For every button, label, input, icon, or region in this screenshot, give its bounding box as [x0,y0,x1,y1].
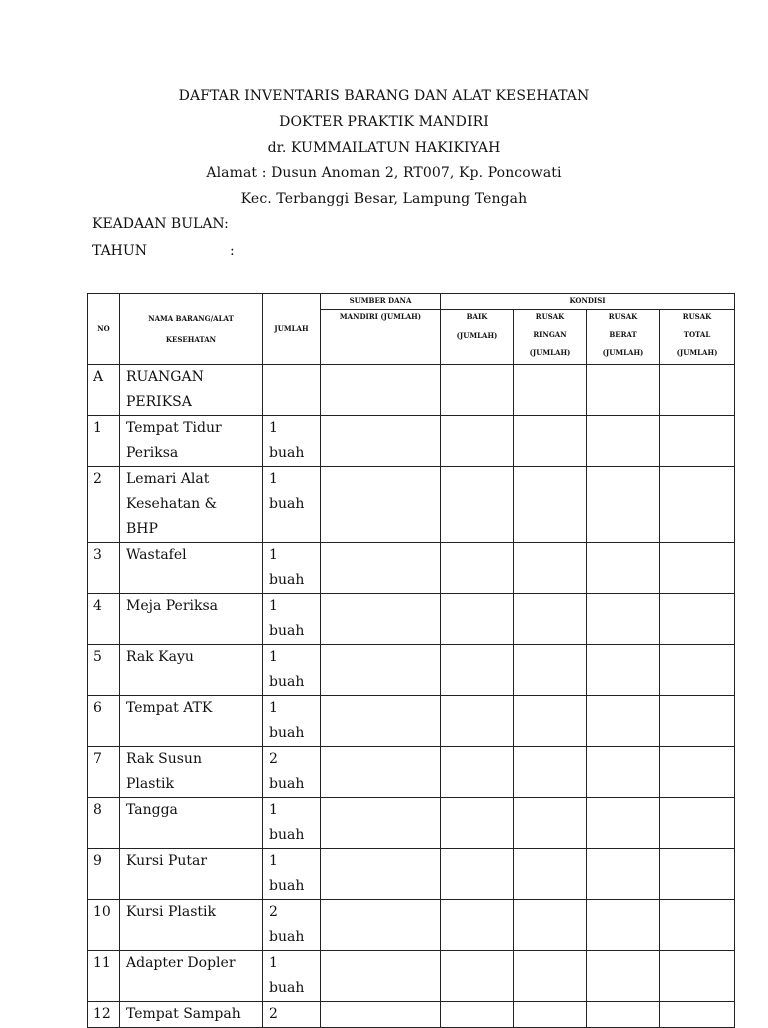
item-name-line [126,721,256,746]
item-quantity-line: buah [269,623,305,639]
rusak-ringan-cell [514,798,587,849]
item-name [120,594,263,645]
item-name [120,798,263,849]
item-name-line [126,874,256,899]
table-row [88,849,735,900]
item-quantity-line: 1 [269,700,278,716]
header-jumlah: JUMLAH [263,294,321,365]
rusak-berat-cell [587,798,660,849]
item-name-line: Tempat Tidur [126,420,222,436]
item-name [120,467,263,543]
rusak-total-cell [660,365,735,416]
item-quantity-line: buah [269,980,305,996]
bulan-label: KEADAAN BULAN: [92,216,229,232]
row-number: 5 [88,645,120,696]
tahun-row [92,243,252,259]
item-quantity-line: 1 [269,853,278,869]
item-name-line [126,976,256,1001]
row-number: 9 [88,849,120,900]
item-name-line: Kesehatan & [126,496,218,512]
rusak-berat-cell [587,951,660,1002]
item-name-line: RUANGAN [126,369,204,385]
item-quantity-line: buah [269,674,305,690]
item-name-line: Wastafel [126,547,187,563]
sumber-dana-cell [321,900,441,951]
item-quantity [263,798,321,849]
row-number: 8 [88,798,120,849]
item-name [120,416,263,467]
rusak-total-cell [660,849,735,900]
doc-subtitle: DOKTER PRAKTIK MANDIRI [279,114,489,130]
item-name [120,365,263,416]
item-quantity-line: 1 [269,802,278,818]
rusak-ringan-cell [514,467,587,543]
item-name [120,645,263,696]
item-quantity-line: buah [269,725,305,741]
table-row [88,543,735,594]
rusak-berat-cell [587,365,660,416]
item-quantity [263,849,321,900]
baik-cell [441,849,514,900]
sumber-dana-cell [321,798,441,849]
baik-cell [441,645,514,696]
item-quantity [263,365,321,416]
item-name-line [126,670,256,695]
header-sumber-dana: SUMBER DANA [321,294,441,310]
item-name [120,696,263,747]
row-number: A [88,365,120,416]
rusak-berat-cell [587,594,660,645]
table-row [88,416,735,467]
baik-cell [441,365,514,416]
rusak-ringan-cell [514,645,587,696]
row-number: 3 [88,543,120,594]
item-name-line [126,568,256,593]
rusak-ringan-cell [514,543,587,594]
rusak-total-cell [660,645,735,696]
item-name-line: Periksa [126,445,179,461]
row-number: 6 [88,696,120,747]
item-quantity-line [269,390,314,415]
item-quantity-line [269,365,314,390]
item-name-line: Tempat Sampah [126,1006,241,1022]
item-quantity-line: 1 [269,955,278,971]
tahun-label: TAHUN [92,243,147,259]
rusak-berat-cell [587,849,660,900]
rusak-berat-cell [587,645,660,696]
item-name-line: Rak Kayu [126,649,194,665]
rusak-total-cell [660,467,735,543]
district-line: Kec. Terbanggi Besar, Lampung Tengah [240,191,528,207]
table-row [88,467,735,543]
item-quantity [263,951,321,1002]
item-quantity-line: 2 [269,1006,278,1022]
rusak-total-cell [660,900,735,951]
rusak-ringan-cell [514,696,587,747]
item-quantity [263,543,321,594]
row-number: 2 [88,467,120,543]
row-number: 4 [88,594,120,645]
item-name-line: Tangga [126,802,178,818]
sumber-dana-cell [321,645,441,696]
item-quantity [263,747,321,798]
item-name [120,543,263,594]
item-quantity [263,416,321,467]
item-name-line: PERIKSA [126,394,192,410]
header-rusak-berat: RUSAK BERAT (JUMLAH) [587,310,660,365]
item-name-line: Meja Periksa [126,598,219,614]
item-quantity-line: 1 [269,420,278,436]
item-quantity [263,696,321,747]
table-row [88,900,735,951]
item-name-line: BHP [126,521,158,537]
rusak-total-cell [660,543,735,594]
doctor-name: dr. KUMMAILATUN HAKIKIYAH [267,140,501,156]
sumber-dana-cell [321,696,441,747]
item-name-line [126,823,256,848]
item-name [120,747,263,798]
rusak-ringan-cell [514,747,587,798]
header-nama: NAMA BARANG/ALAT KESEHATAN [120,294,263,365]
item-quantity-line: buah [269,496,305,512]
rusak-berat-cell [587,416,660,467]
rusak-total-cell [660,696,735,747]
rusak-berat-cell [587,900,660,951]
table-row [88,798,735,849]
baik-cell [441,951,514,1002]
baik-cell [441,416,514,467]
item-quantity-line: 1 [269,471,278,487]
sumber-dana-cell [321,594,441,645]
tahun-colon: : [230,243,235,259]
header-rusak-ringan: RUSAK RINGAN (JUMLAH) [514,310,587,365]
rusak-total-cell [660,416,735,467]
item-name-line: Adapter Dopler [126,955,236,971]
rusak-ringan-cell [514,416,587,467]
table-row [88,951,735,1002]
table-row [88,645,735,696]
header-row-1 [88,294,735,310]
item-quantity-line: buah [269,878,305,894]
item-quantity-line: buah [269,776,305,792]
baik-cell [441,747,514,798]
rusak-berat-cell [587,543,660,594]
item-quantity-line: 1 [269,547,278,563]
item-name-line: Plastik [126,776,175,792]
rusak-total-cell [660,951,735,1002]
item-name-line: Kursi Plastik [126,904,216,920]
table-row [88,696,735,747]
sumber-dana-cell [321,951,441,1002]
item-quantity [263,467,321,543]
item-quantity-line: buah [269,929,305,945]
rusak-total-cell [660,594,735,645]
header-kondisi: KONDISI [441,294,735,310]
baik-cell [441,594,514,645]
rusak-berat-cell [587,467,660,543]
row-number: 12 [88,1002,120,1028]
item-name-line [126,619,256,644]
item-quantity [263,645,321,696]
item-name-line [126,925,256,950]
item-quantity-line: buah [269,445,305,461]
item-name [120,849,263,900]
sumber-dana-cell [321,467,441,543]
rusak-ringan-cell [514,900,587,951]
row-number: 10 [88,900,120,951]
sumber-dana-cell [321,543,441,594]
baik-cell [441,900,514,951]
item-quantity-line: 1 [269,649,278,665]
item-quantity [263,900,321,951]
item-quantity-line: 2 [269,904,278,920]
rusak-berat-cell [587,696,660,747]
item-quantity-line: 2 [269,751,278,767]
baik-cell [441,543,514,594]
rusak-total-cell [660,747,735,798]
sumber-dana-cell [321,747,441,798]
item-name-line: Tempat ATK [126,700,213,716]
header-baik: BAIK (JUMLAH) [441,310,514,365]
row-number: 11 [88,951,120,1002]
baik-cell [441,798,514,849]
item-quantity [263,594,321,645]
header-rusak-total: RUSAK TOTAL (JUMLAH) [660,310,735,365]
item-quantity-line: 1 [269,598,278,614]
inventory-table [87,293,735,1028]
table-row [88,365,735,416]
rusak-ringan-cell [514,365,587,416]
doc-title: DAFTAR INVENTARIS BARANG DAN ALAT KESEHATAN [178,88,590,104]
item-name [120,900,263,951]
address-line: Alamat : Dusun Anoman 2, RT007, Kp. Poncowati [206,165,562,181]
rusak-ringan-cell [514,849,587,900]
row-number: 1 [88,416,120,467]
item-quantity-line: buah [269,827,305,843]
row-number: 7 [88,747,120,798]
sumber-dana-cell [321,416,441,467]
rusak-ringan-cell [514,594,587,645]
baik-cell [441,467,514,543]
header-mandiri: MANDIRI (JUMLAH) [321,310,441,365]
rusak-total-cell [660,798,735,849]
item-name [120,951,263,1002]
sumber-dana-cell [321,365,441,416]
item-name-line: Kursi Putar [126,853,208,869]
item-name-line: Rak Susun [126,751,202,767]
sumber-dana-cell [321,849,441,900]
table-row [88,747,735,798]
baik-cell [441,696,514,747]
rusak-ringan-cell [514,951,587,1002]
table-row [88,594,735,645]
header-no: NO [88,294,120,365]
item-name-line: Lemari Alat [126,471,210,487]
rusak-berat-cell [587,747,660,798]
item-quantity-line: buah [269,572,305,588]
